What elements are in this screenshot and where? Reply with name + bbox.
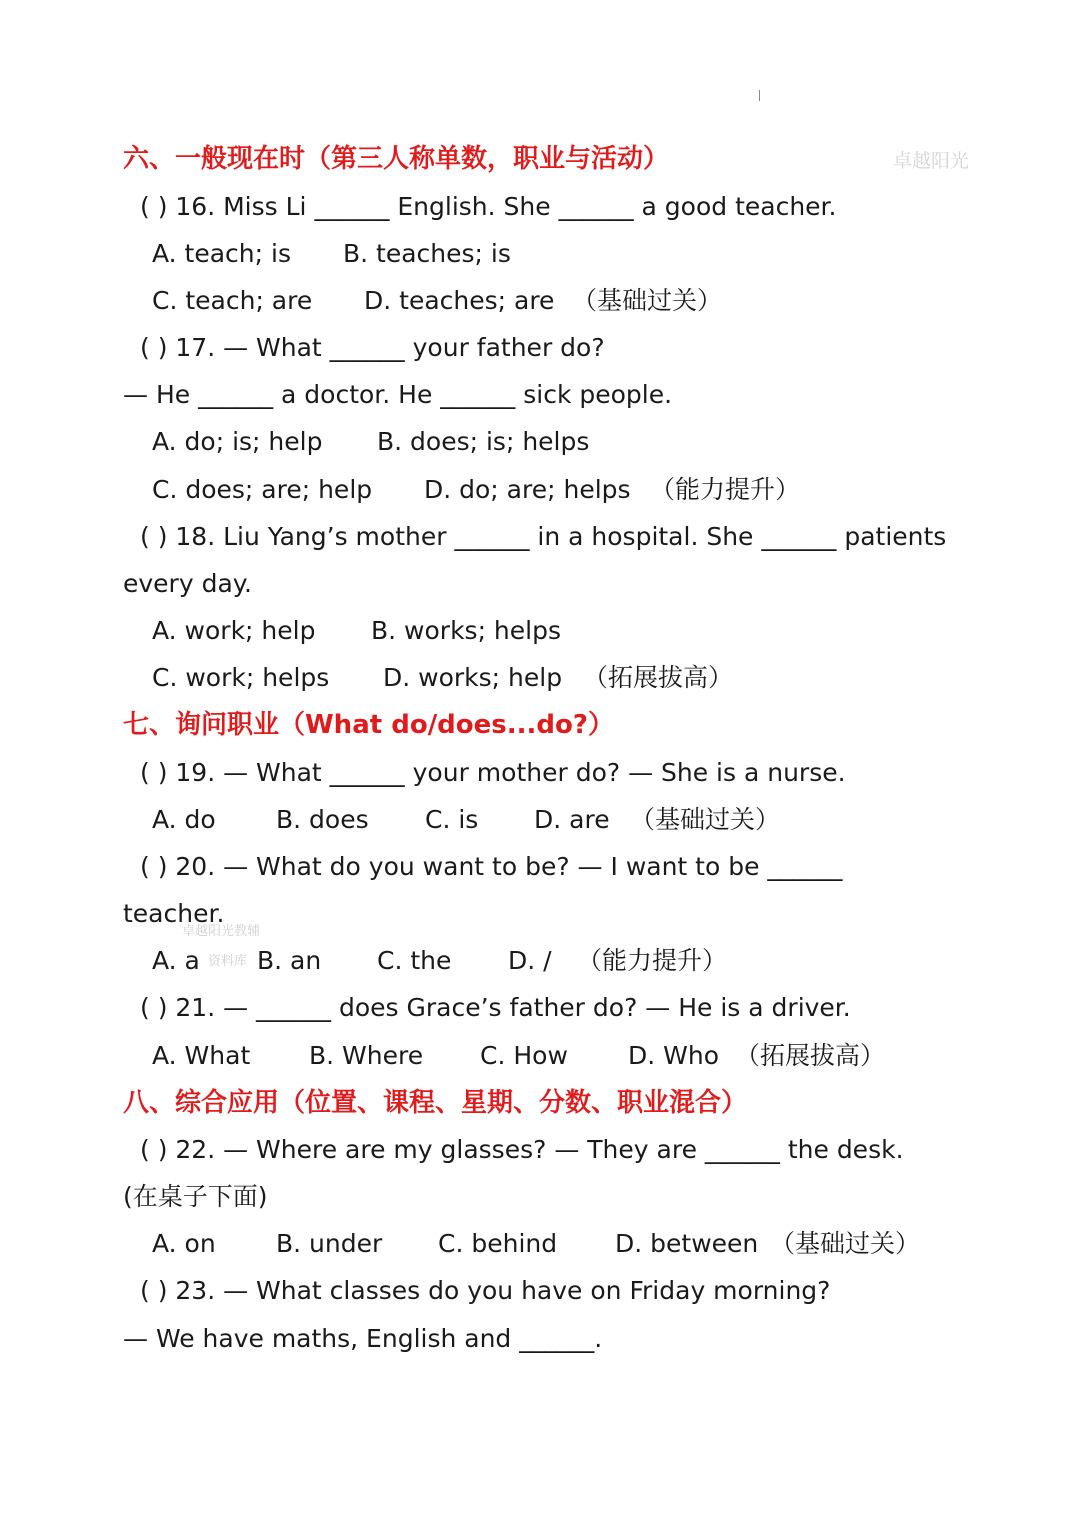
question-18-stem-continued: every day. xyxy=(123,569,252,598)
difficulty-label: （能力提升） xyxy=(650,475,801,504)
option-c: C. How xyxy=(480,1041,568,1070)
question-23-stem: ( ) 23. — What classes do you have on Friday morning? xyxy=(140,1276,831,1305)
scan-mark xyxy=(759,90,760,101)
section-title-present-tense: 六、一般现在时（第三人称单数，职业与活动） xyxy=(123,144,670,174)
difficulty-label: （能力提升） xyxy=(577,946,728,975)
watermark-mid-2: 资料库 xyxy=(208,954,248,969)
option-c: C. behind xyxy=(438,1229,558,1258)
section-title-comprehensive: 八、综合应用（位置、课程、星期、分数、职业混合） xyxy=(123,1088,748,1118)
option-b: B. works; helps xyxy=(371,616,562,645)
watermark-top-right: 卓越阳光 xyxy=(893,150,970,172)
option-a: A. teach; is xyxy=(152,239,291,268)
section-title-ask-job: 七、询问职业（What do/does...do?） xyxy=(123,710,614,740)
option-d: D. between xyxy=(615,1229,759,1258)
option-c: C. teach; are xyxy=(152,286,313,315)
difficulty-label: （拓展拔高） xyxy=(735,1041,886,1070)
option-a: A. do; is; help xyxy=(152,427,323,456)
difficulty-label: （基础过关） xyxy=(630,805,781,834)
question-17-stem: ( ) 17. — What ______ your father do? xyxy=(140,333,605,362)
option-d: D. are xyxy=(534,805,610,834)
question-18-stem: ( ) 18. Liu Yang’s mother ______ in a hospital. She ______ patients xyxy=(140,522,947,551)
difficulty-label: （拓展拔高） xyxy=(583,663,734,692)
option-c: C. work; helps xyxy=(152,663,330,692)
option-c: C. the xyxy=(377,946,452,975)
option-a: A. work; help xyxy=(152,616,316,645)
option-c: C. is xyxy=(425,805,479,834)
difficulty-label: （基础过关） xyxy=(572,286,723,315)
question-19-stem: ( ) 19. — What ______ your mother do? — She is a nurse. xyxy=(140,758,846,787)
option-b: B. under xyxy=(276,1229,383,1258)
question-16-stem: ( ) 16. Miss Li ______ English. She ______ a good teacher. xyxy=(140,192,837,221)
option-b: B. an xyxy=(257,946,322,975)
question-17-stem-continued: — He ______ a doctor. He ______ sick people. xyxy=(123,380,673,409)
option-b: B. does xyxy=(276,805,369,834)
option-b: B. Where xyxy=(309,1041,424,1070)
question-20-stem: ( ) 20. — What do you want to be? — I want to be ______ xyxy=(140,852,843,881)
question-22-stem: ( ) 22. — Where are my glasses? — They are ______ the desk. xyxy=(140,1135,904,1164)
question-21-stem: ( ) 21. — ______ does Grace’s father do? — He is a driver. xyxy=(140,993,851,1022)
option-d: D. do; are; helps xyxy=(424,475,631,504)
question-23-stem-continued: — We have maths, English and ______. xyxy=(123,1324,603,1353)
question-22-hint: (在桌子下面) xyxy=(123,1182,268,1211)
watermark-mid-1: 卓越阳光教辅 xyxy=(182,924,261,939)
option-d: D. works; help xyxy=(383,663,563,692)
option-a: A. What xyxy=(152,1041,251,1070)
option-a: A. on xyxy=(152,1229,216,1258)
option-c: C. does; are; help xyxy=(152,475,373,504)
difficulty-label: （基础过关） xyxy=(770,1229,921,1258)
question-20-stem-continued: teacher. xyxy=(123,899,225,928)
option-d: D. Who xyxy=(628,1041,720,1070)
option-b: B. does; is; helps xyxy=(377,427,590,456)
option-d: D. teaches; are xyxy=(364,286,555,315)
option-a: A. do xyxy=(152,805,216,834)
option-b: B. teaches; is xyxy=(343,239,511,268)
option-a: A. a xyxy=(152,946,200,975)
option-d: D. / xyxy=(508,946,552,975)
